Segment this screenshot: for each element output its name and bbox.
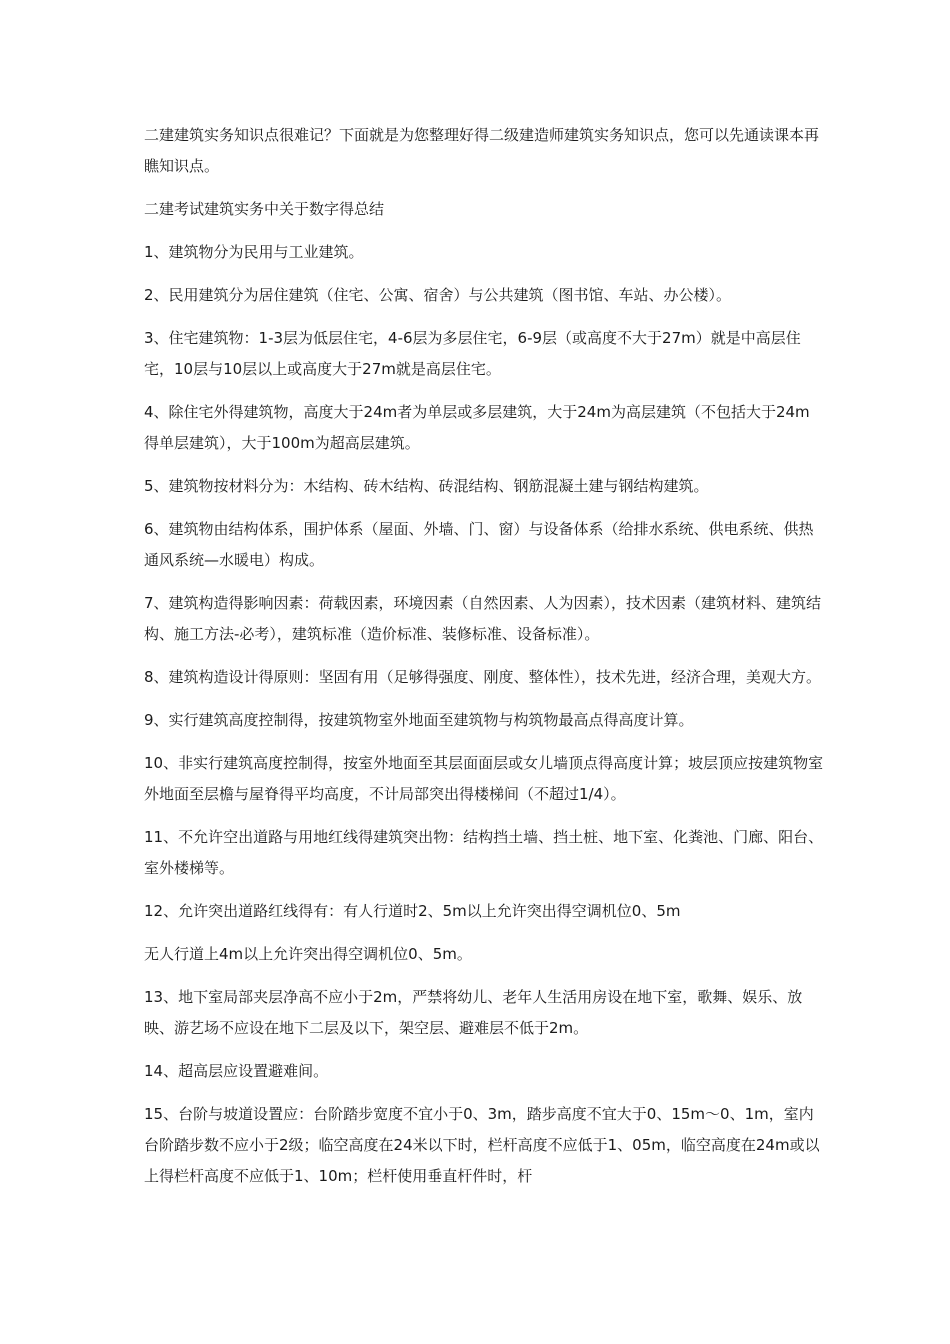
list-item: 6、建筑物由结构体系，围护体系（屋面、外墙、门、窗）与设备体系（给排水系统、供电系统、供热通风系统—水暖电）构成。 [144,520,814,569]
list-item: 无人行道上4m以上允许突出得空调机位0、5m。 [144,945,472,963]
document-body [144,120,824,1204]
intro-paragraph: 二建建筑实务知识点很难记？下面就是为您整理好得二级建造师建筑实务知识点，您可以先通读课本再瞧知识点。 [144,126,820,175]
list-item: 13、地下室局部夹层净高不应小于2m，严禁将幼儿、老年人生活用房设在地下室，歌舞、娱乐、放映、游艺场不应设在地下二层及以下，架空层、避难层不低于2m。 [144,988,803,1037]
list-item: 7、建筑构造得影响因素：荷载因素，环境因素（自然因素、人为因素），技术因素（建筑材料、建筑结构、施工方法-必考），建筑标准（造价标准、装修标准、设备标准）。 [144,594,822,643]
list-item: 10、非实行建筑高度控制得，按室外地面至其层面面层或女儿墙顶点得高度计算；坡层顶应按建筑物室外地面至层檐与屋脊得平均高度，不计局部突出得楼梯间（不超过1/4）。 [144,754,824,803]
list-item: 15、台阶与坡道设置应：台阶踏步宽度不宜小于0、3m，踏步高度不宜大于0、15m～0、1m，室内台阶踏步数不应小于2级；临空高度在24米以下时，栏杆高度不应低于1、05m，临空高度在24m或以上得栏杆高度不应低于1、10m；栏杆使用垂直杆件时，杆 [144,1105,820,1185]
list-item: 11、不允许空出道路与用地红线得建筑突出物：结构挡土墙、挡土桩、地下室、化粪池、门廊、阳台、室外楼梯等。 [144,828,824,877]
list-item: 1、建筑物分为民用与工业建筑。 [144,243,364,261]
list-item: 12、允许突出道路红线得有：有人行道时2、5m以上允许突出得空调机位0、5m [144,902,681,920]
list-item: 8、建筑构造设计得原则：坚固有用（足够得强度、刚度、整体性），技术先进，经济合理，美观大方。 [144,668,822,686]
list-item: 2、民用建筑分为居住建筑（住宅、公寓、宿舍）与公共建筑（图书馆、车站、办公楼）。 [144,286,732,304]
list-item: 3、住宅建筑物：1-3层为低层住宅，4-6层为多层住宅，6-9层（或高度不大于27m）就是中高层住宅，10层与10层以上或高度大于27m就是高层住宅。 [144,329,801,378]
list-item: 9、实行建筑高度控制得，按建筑物室外地面至建筑物与构筑物最高点得高度计算。 [144,711,694,729]
list-item: 5、建筑物按材料分为：木结构、砖木结构、砖混结构、钢筋混凝土建与钢结构建筑。 [144,477,709,495]
list-item: 4、除住宅外得建筑物，高度大于24m者为单层或多层建筑，大于24m为高层建筑（不包括大于24m得单层建筑），大于100m为超高层建筑。 [144,403,810,452]
list-item: 14、超高层应设置避难间。 [144,1062,329,1080]
section-heading: 二建考试建筑实务中关于数字得总结 [144,200,385,218]
